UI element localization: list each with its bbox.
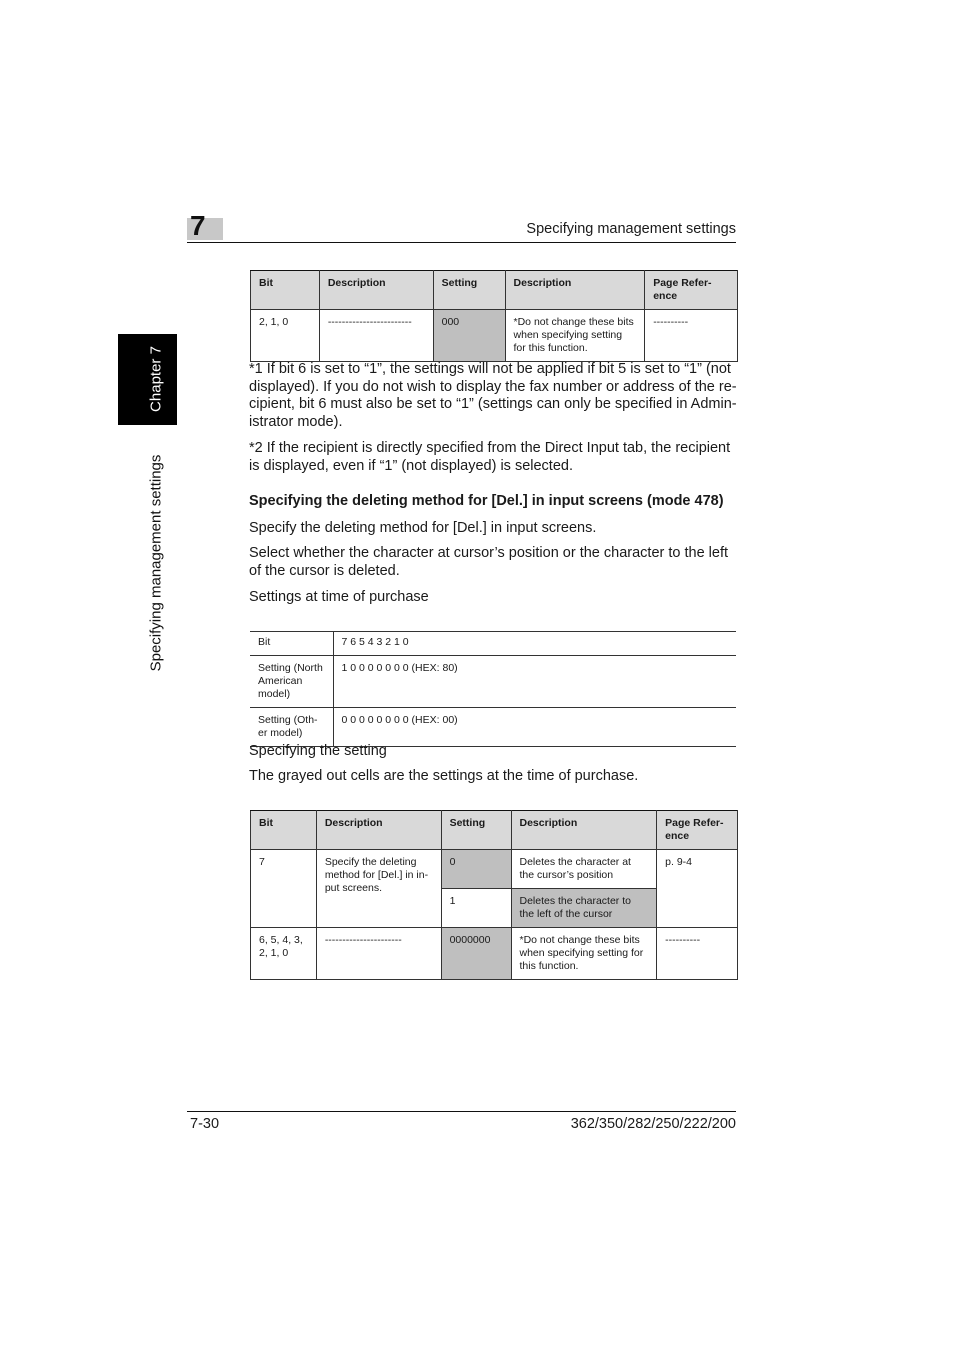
footnote-1: *1 If bit 6 is set to “1”, the settings will not be applied if bit 5 is set to “1” (not displayed). If you do not wish to display the fax number or address of the re-cipient, bit 6 must also be set to “1” (settings can only be specified in Admin-istrator mode). <box>249 361 737 430</box>
header-setting: Setting <box>433 271 505 310</box>
table-row <box>250 656 736 708</box>
cell-note: *Do not change these bits when specifying setting for this function. <box>511 928 657 980</box>
setting-table <box>250 810 738 980</box>
cell-page-ref: p. 9-4 <box>657 850 738 928</box>
side-tab-section-label: Specifying management settings <box>147 454 165 672</box>
row-label-north-american: Setting (North American model) <box>250 656 333 708</box>
footer-divider <box>187 1111 736 1112</box>
header-page-reference: Page Refer- ence <box>657 811 738 850</box>
table-row <box>251 850 738 889</box>
table-row <box>250 632 736 656</box>
grayed-cells-note: The grayed out cells are the settings at the time of purchase. <box>249 768 639 784</box>
section-heading: Specifying the deleting method for [Del.] in input screens (mode 478) <box>249 493 724 509</box>
page-header-title: Specifying management settings <box>526 221 736 237</box>
purchase-settings-table <box>250 631 736 747</box>
cell-description: Specify the deleting method for [Del.] in in-put screens. <box>316 850 441 928</box>
header-setting: Setting <box>441 811 511 850</box>
page-number: 7-30 <box>190 1116 220 1132</box>
section-detail: Select whether the character at cursor’s position or the character to the left of the cursor is deleted. <box>249 545 729 579</box>
table-header-row <box>251 271 738 310</box>
header-page-reference: Page Refer- ence <box>645 271 738 310</box>
side-tab-chapter-label: Chapter 7 <box>147 346 165 412</box>
cell-bit: 6, 5, 4, 3, 2, 1, 0 <box>251 928 317 980</box>
header-divider <box>187 242 736 243</box>
cell-page-ref: ---------- <box>657 928 738 980</box>
cell-description: ---------------------- <box>316 928 441 980</box>
cell-setting: 000 <box>433 310 505 362</box>
cell-setting-1: 1 <box>441 889 511 928</box>
row-value-bit: 7 6 5 4 3 2 1 0 <box>333 632 736 656</box>
table-row <box>251 310 738 362</box>
header-bit: Bit <box>251 811 317 850</box>
table-row <box>250 708 736 747</box>
header-bit: Bit <box>251 271 320 310</box>
cell-bit: 2, 1, 0 <box>251 310 320 362</box>
cell-setting-0: 0 <box>441 850 511 889</box>
footnote-2: *2 If the recipient is directly specified from the Direct Input tab, the recipient is displayed, even if “1” (not displayed) is selected. <box>249 440 731 474</box>
row-value-north-american: 1 0 0 0 0 0 0 0 (HEX: 80) <box>333 656 736 708</box>
cell-desc-1: Deletes the character to the left of the cursor <box>511 889 657 928</box>
header-description-2: Description <box>505 271 645 310</box>
chapter-number: 7 <box>190 210 206 241</box>
row-value-other: 0 0 0 0 0 0 0 0 (HEX: 00) <box>333 708 736 747</box>
specifying-setting-label: Specifying the setting <box>249 743 387 759</box>
cell-setting: 0000000 <box>441 928 511 980</box>
cell-desc-0: Deletes the character at the cursor’s position <box>511 850 657 889</box>
cell-description: ------------------------ <box>319 310 433 362</box>
model-numbers: 362/350/282/250/222/200 <box>570 1116 736 1132</box>
table-header-row <box>251 811 738 850</box>
cell-bit: 7 <box>251 850 317 928</box>
row-label-other: Setting (Oth- er model) <box>250 708 333 747</box>
table-row <box>251 928 738 980</box>
cell-page-ref: ---------- <box>645 310 738 362</box>
section-intro: Specify the deleting method for [Del.] in input screens. <box>249 520 597 536</box>
header-description: Description <box>319 271 433 310</box>
bit-table-continued <box>250 270 738 362</box>
row-label-bit: Bit <box>250 632 333 656</box>
header-description-2: Description <box>511 811 657 850</box>
purchase-settings-label: Settings at time of purchase <box>249 589 429 605</box>
header-description: Description <box>316 811 441 850</box>
cell-note: *Do not change these bits when specifying setting for this function. <box>505 310 645 362</box>
